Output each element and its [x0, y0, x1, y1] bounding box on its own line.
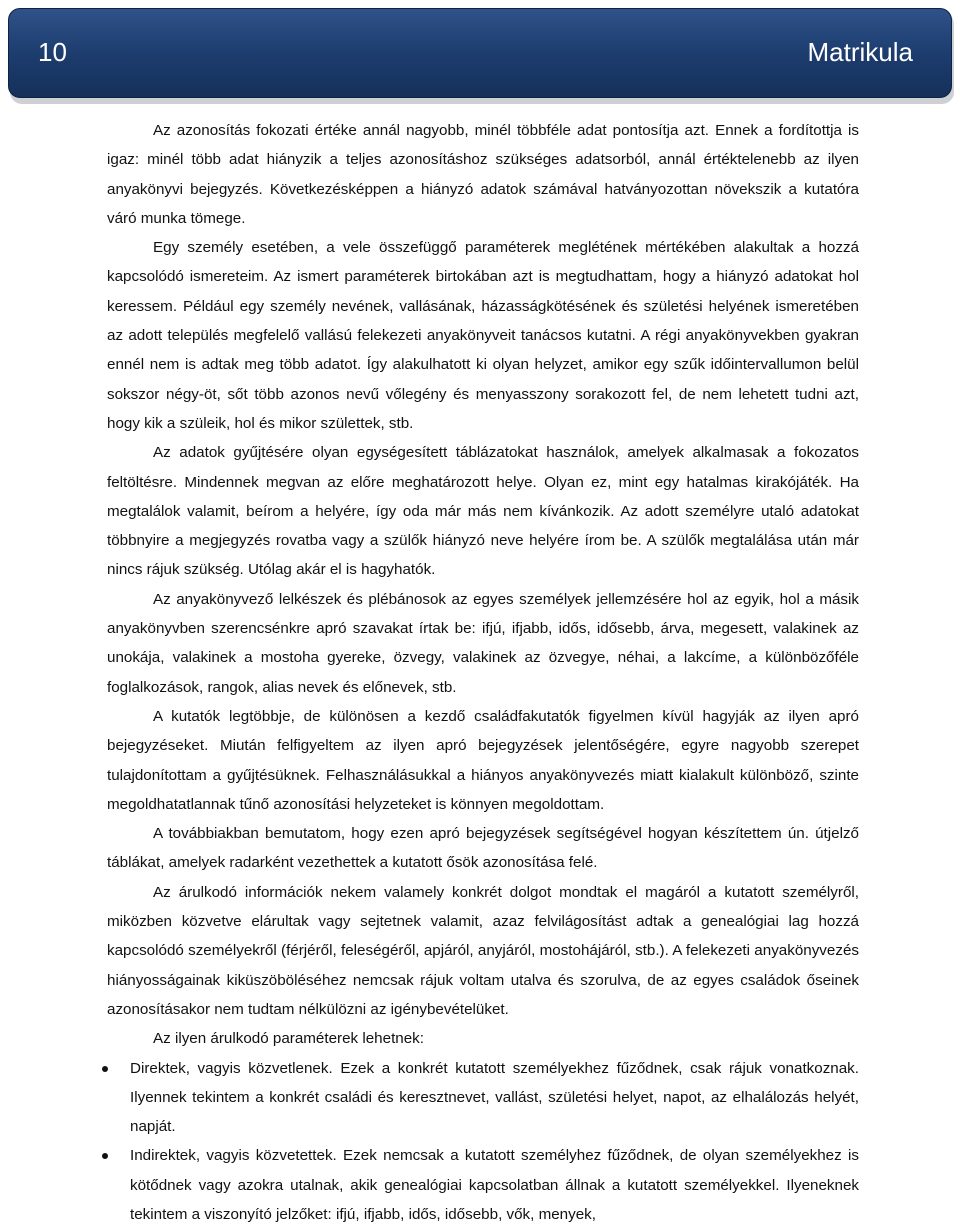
body-text [107, 116, 859, 1229]
header-title: Matrikula [808, 37, 913, 68]
paragraph: Az árulkodó információk nekem valamely konkrét dolgot mondtak el magáról a kutatott személyről, miközben közvetve elárultak vagy sejtetnek valamit, azaz felvilágosítást adtak a genealógiai lag hozzá kapcsolódó személyekről (férjéről, feleségéről, apjáról, anyjáról, mostohájáról, stb.). A felekezeti anyakönyvezés hiányosságainak kiküszöböléséhez nemcsak rájuk voltam utalva és szorulva, de az egyes családok őseinek azonosításakor nem tudtam nélkülözni az igénybevételüket. [107, 878, 859, 1024]
list-item-text: Indirektek, vagyis közvetettek. Ezek nemcsak a kutatott személyhez fűződnek, de olyan személyekhez is kötődnek vagy azokra utalnak, akik genealógiai kapcsolatban állnak a kutatott személyekkel. Ilyeneknek tekintem a viszonyító jelzőket: ifjú, ifjabb, idős, idősebb, vők, menyek, [130, 1147, 859, 1223]
page-header [8, 8, 952, 102]
paragraph: Az anyakönyvező lelkészek és plébánosok az egyes személyek jellemzésére hol az egyik, hol a másik anyakönyvben szerencsénkre apró szavakat írtak be: ifjú, ifjabb, idős, idősebb, árva, megesett, valakinek az unokája, valakinek a mostoha gyereke, özvegy, valakinek az özvegye, néhai, a lakcíme, a különbözőféle foglalkozások, rangok, alias nevek és előnevek, stb. [107, 585, 859, 702]
list-item-text: Direktek, vagyis közvetlenek. Ezek a konkrét kutatott személyekhez fűződnek, csak rájuk vonatkoznak. Ilyennek tekintem a konkrét családi és keresztnevet, vallást, születési helyet, napot, az elhalálozás helyét, napját. [130, 1060, 859, 1136]
paragraph: Az azonosítás fokozati értéke annál nagyobb, minél többféle adat pontosítja azt. Ennek a fordítottja is igaz: minél több adat hiányzik a teljes azonosításhoz szükséges adatsorból, annál értéktelenebb az ilyen anyakönyvi bejegyzés. Következésképpen a hiányzó adatok számával hatványozottan növekszik a kutatóra váró munka tömege. [107, 116, 859, 233]
paragraph: Az ilyen árulkodó paraméterek lehetnek: [107, 1024, 859, 1053]
paragraph: A továbbiakban bemutatom, hogy ezen apró bejegyzések segítségével hogyan készítettem ún. útjelző táblákat, amelyek radarként vezethettek a kutatott ősök azonosítása felé. [107, 819, 859, 878]
page-number: 10 [38, 37, 67, 68]
bullet-icon [102, 1153, 108, 1159]
bullet-icon [102, 1066, 108, 1072]
paragraph: Egy személy esetében, a vele összefüggő paraméterek meglétének mértékében alakultak a hozzá kapcsolódó ismereteim. Az ismert paraméterek birtokában azt is megtudhattam, hogy a hiányzó adatokat hol keressem. Például egy személy nevének, vallásának, házasságkötésének és születési helyének ismeretében az adott település megfelelő vallású felekezeti anyakönyveit tanácsos kutatni. A régi anyakönyvekben gyakran ennél nem is adtak meg több adatot. Így alakulhatott ki olyan helyzet, amikor egy szűk időintervallumon belül sokszor négy-öt, sőt több azonos nevű vőlegény és menyasszony sorakozott fel, de nem lehetett tudni azt, hogy kik a szüleik, hol és mikor születtek, stb. [107, 233, 859, 438]
bullet-list [107, 1054, 859, 1229]
list-item [107, 1054, 859, 1142]
header-bar [8, 8, 952, 98]
list-item [107, 1141, 859, 1229]
paragraph: Az adatok gyűjtésére olyan egységesített táblázatokat használok, amelyek alkalmasak a fokozatos feltöltésre. Mindennek megvan az előre meghatározott helye. Olyan ez, mint egy hatalmas kirakójáték. Ha megtalálok valamit, beírom a helyére, így oda már más nem kívánkozik. Az adott személyre utaló adatokat többnyire a megjegyzés rovatba vagy a szülők hiányzó neve helyére írom be. A szülők megtalálása után már nincs rájuk szükség. Utólag akár el is hagyhatók. [107, 438, 859, 584]
paragraph: A kutatók legtöbbje, de különösen a kezdő családfakutatók figyelmen kívül hagyják az ilyen apró bejegyzéseket. Miután felfigyeltem az ilyen apró bejegyzések jelentőségére, egyre nagyobb szerepet tulajdonítottam a gyűjtésüknek. Felhasználásukkal a hiányos anyakönyvezés miatt kialakult különböző, szinte megoldhatatlannak tűnő azonosítási helyzeteket is könnyen megoldottam. [107, 702, 859, 819]
